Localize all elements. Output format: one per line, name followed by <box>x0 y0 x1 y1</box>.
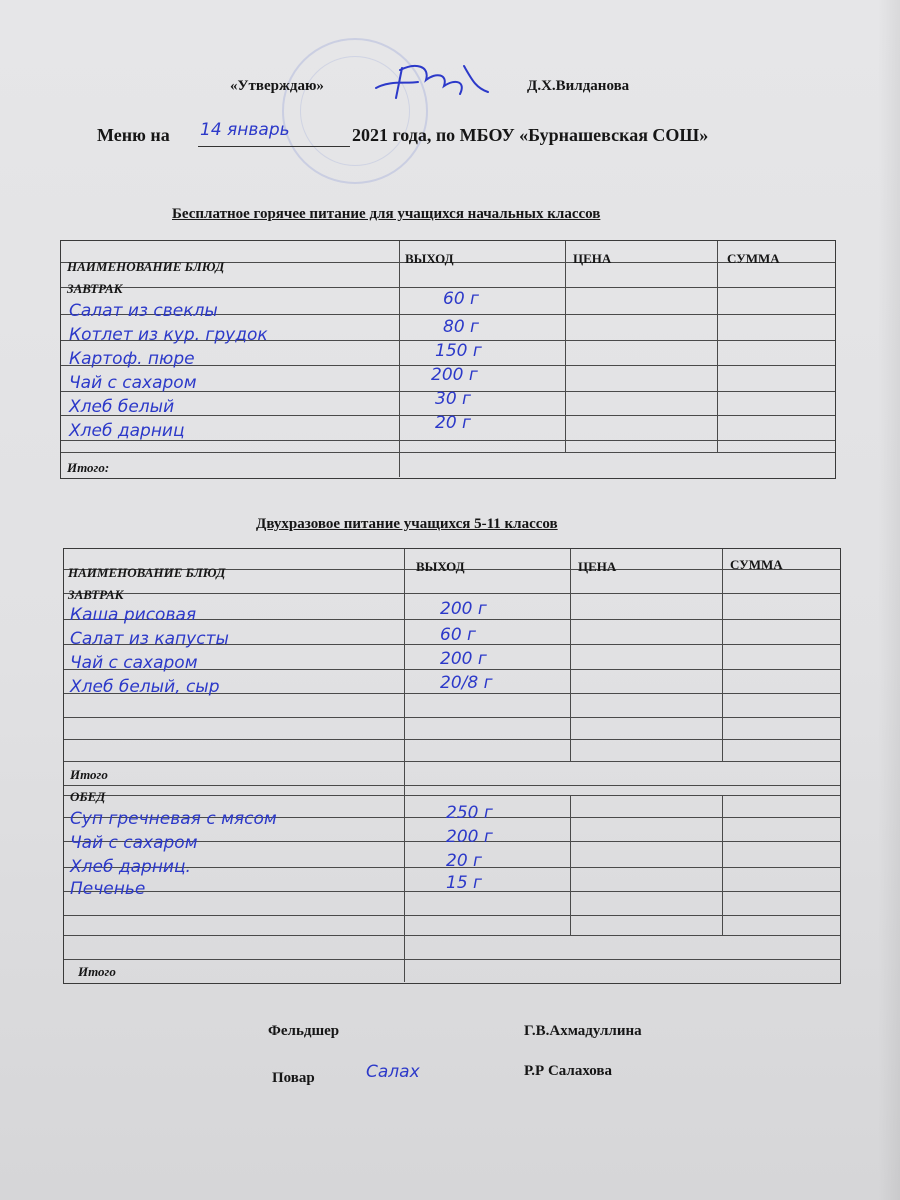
total-label: Итого: <box>67 460 110 475</box>
dish-yield: 15 г <box>446 873 482 893</box>
medic-role: Фельдшер <box>268 1023 340 1039</box>
section2-table <box>63 548 841 984</box>
dish-name: Хлеб белый, сыр <box>70 677 220 697</box>
dish-yield: 200 г <box>431 365 478 385</box>
dish-name: Хлеб дарниц <box>69 421 185 441</box>
menu-date: 14 январь <box>200 120 290 140</box>
paper-shadow <box>878 0 900 1200</box>
dish-name: Чай с сахаром <box>69 373 197 393</box>
dish-yield: 150 г <box>435 341 482 361</box>
column-header-price: ЦЕНА <box>578 559 617 574</box>
dish-yield: 60 г <box>443 289 479 309</box>
cook-name: Р.Р Салахова <box>524 1063 612 1079</box>
section1-title: Бесплатное горячее питание для учащихся начальных классов <box>172 206 601 222</box>
dish-yield: 20/8 г <box>440 673 493 693</box>
dish-yield: 80 г <box>443 317 479 337</box>
dish-yield: 20 г <box>446 851 482 871</box>
dish-yield: 250 г <box>446 803 493 823</box>
medic-name: Г.В.Ахмадуллина <box>524 1023 642 1039</box>
column-header-sum: СУММА <box>727 251 780 266</box>
lunch-total-label: Итого <box>78 964 116 979</box>
lunch-label: ОБЕД <box>70 789 106 804</box>
dish-name: Суп гречневая с мясом <box>70 809 277 829</box>
dish-name: Хлеб дарниц. <box>70 857 191 877</box>
dish-name: Салат из капусты <box>70 629 229 649</box>
date-line <box>198 146 350 147</box>
cook-signature: Салах <box>366 1062 420 1082</box>
dish-name: Печенье <box>70 879 146 899</box>
cook-role: Повар <box>272 1070 315 1086</box>
approver-name: Д.Х.Вилданова <box>527 78 630 94</box>
column-header-sum: СУММА <box>730 557 783 572</box>
column-header-dish: НАИМЕНОВАНИЕ БЛЮД <box>67 259 225 274</box>
dish-name: Каша рисовая <box>70 605 197 625</box>
dish-yield: 200 г <box>440 599 487 619</box>
column-header-dish: НАИМЕНОВАНИЕ БЛЮД <box>68 565 226 580</box>
section2-title: Двухразовое питание учащихся 5-11 классов <box>256 516 558 532</box>
dish-name: Чай с сахаром <box>70 653 198 673</box>
dish-name: Картоф. пюре <box>69 349 195 369</box>
dish-yield: 60 г <box>440 625 476 645</box>
dish-name: Котлет из кур. грудок <box>69 325 268 345</box>
dish-yield: 20 г <box>435 413 471 433</box>
dish-name: Чай с сахаром <box>70 833 198 853</box>
breakfast-total-label: Итого <box>70 767 108 782</box>
menu-prefix: Меню на <box>97 125 170 145</box>
dish-yield: 200 г <box>440 649 487 669</box>
breakfast-label: ЗАВТРАК <box>67 281 123 296</box>
column-header-yield: ВЫХОД <box>416 559 465 574</box>
dish-name: Хлеб белый <box>69 397 175 417</box>
dish-yield: 200 г <box>446 827 493 847</box>
section1-table <box>60 240 836 479</box>
menu-title: 2021 года, по МБОУ «Бурнашевская СОШ» <box>352 125 709 145</box>
dish-name: Салат из свеклы <box>69 301 218 321</box>
column-header-yield: ВЫХОД <box>405 251 454 266</box>
column-header-price: ЦЕНА <box>573 251 612 266</box>
approve-label: «Утверждаю» <box>230 78 324 94</box>
approver-signature <box>372 58 492 106</box>
dish-yield: 30 г <box>435 389 471 409</box>
breakfast-label: ЗАВТРАК <box>68 587 124 602</box>
